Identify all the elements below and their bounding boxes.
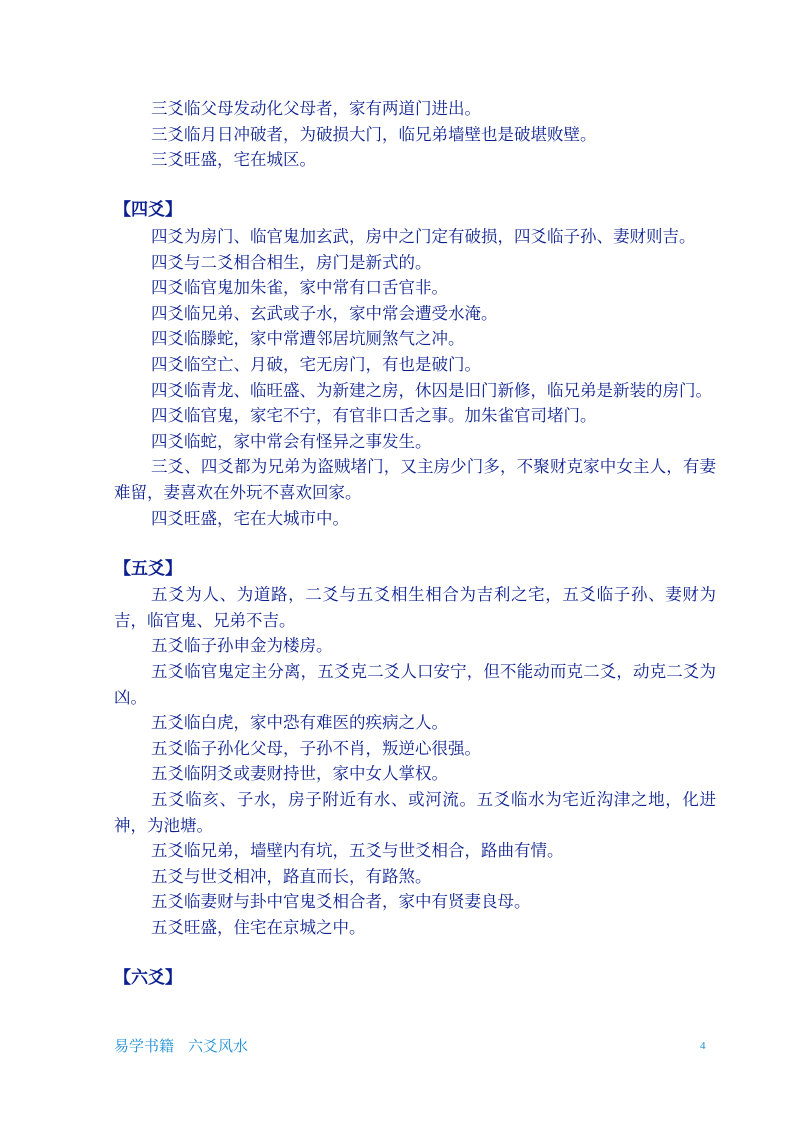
paragraph: 五爻旺盛，住宅在京城之中。 xyxy=(151,918,366,937)
paragraph: 五爻临子孙申金为楼房。 xyxy=(151,636,333,656)
spacer xyxy=(114,173,716,199)
section-heading-6: 【六爻】 xyxy=(114,968,182,989)
paragraph: 四爻临兄弟、玄武或子水，家中常会遭受水淹。 xyxy=(151,303,498,323)
paragraph: 三爻临月日冲破者，为破损大门，临兄弟墙壁也是破堪败壁。 xyxy=(151,124,597,144)
section-5 xyxy=(114,557,716,941)
page-footer xyxy=(114,1035,262,1056)
page-number: 4 xyxy=(700,1040,706,1052)
document-body xyxy=(114,96,716,992)
paragraph: 四爻临官鬼加朱雀，家中常有口舌官非。 xyxy=(151,278,448,298)
section-heading-4: 【四爻】 xyxy=(114,200,182,221)
paragraph: 五爻为人、为道路，二爻与五爻相生相合为吉利之宅，五爻临子孙、妻财为吉，临官鬼、兄弟不吉。 xyxy=(114,585,716,630)
paragraph: 五爻与世爻相冲，路直而长，有路煞。 xyxy=(151,866,432,886)
paragraph: 四爻临空亡、月破，宅无房门，有也是破门。 xyxy=(151,354,481,374)
section-4 xyxy=(114,198,716,531)
paragraph: 五爻临兄弟，墙壁内有坑，五爻与世爻相合，路曲有情。 xyxy=(151,841,564,861)
paragraph: 五爻临阴爻或妻财持世，家中女人掌权。 xyxy=(151,764,448,784)
section-6 xyxy=(114,966,716,992)
paragraph: 四爻临青龙、临旺盛、为新建之房，休囚是旧门新修，临兄弟是新装的房门。 xyxy=(151,380,712,400)
paragraph: 五爻临白虎，家中恐有难医的疾病之人。 xyxy=(151,713,448,733)
paragraph: 四爻临官鬼，家宅不宁，有官非口舌之事。加朱雀官司堵门。 xyxy=(151,406,597,426)
spacer xyxy=(114,941,716,967)
paragraph: 四爻与二爻相合相生，房门是新式的。 xyxy=(151,252,432,272)
paragraph: 五爻临亥、子水，房子附近有水、或河流。五爻临水为宅近沟津之地，化进神，为池塘。 xyxy=(114,790,716,835)
paragraph: 三爻、四爻都为兄弟为盗贼堵门，又主房少门多，不聚财克家中女主人，有妻难留，妻喜欢在外玩不喜欢回家。 xyxy=(114,457,716,502)
paragraph: 五爻临妻财与卦中官鬼爻相合者，家中有贤妻良母。 xyxy=(151,892,531,912)
paragraph: 四爻临滕蛇，家中常遭邻居坑厕煞气之冲。 xyxy=(151,329,465,349)
paragraph: 五爻临官鬼定主分离，五爻克二爻人口安宁，但不能动而克二爻，动克二爻为凶。 xyxy=(114,662,716,707)
section-3-tail xyxy=(114,96,716,173)
paragraph: 四爻为房门、临官鬼加玄武，房中之门定有破损，四爻临子孙、妻财则吉。 xyxy=(151,226,696,246)
paragraph: 五爻临子孙化父母，子孙不肖，叛逆心很强。 xyxy=(151,738,481,758)
paragraph: 四爻旺盛，宅在大城市中。 xyxy=(151,508,349,528)
section-heading-5: 【五爻】 xyxy=(114,558,182,579)
footer-book-label: 易学书籍 xyxy=(114,1037,175,1055)
footer-title: 六爻风水 xyxy=(188,1037,249,1055)
paragraph: 四爻临蛇，家中常会有怪异之事发生。 xyxy=(151,431,432,451)
paragraph: 三爻临父母发动化父母者，家有两道门进出。 xyxy=(151,99,481,118)
spacer xyxy=(114,531,716,557)
paragraph: 三爻旺盛，宅在城区。 xyxy=(151,150,316,170)
